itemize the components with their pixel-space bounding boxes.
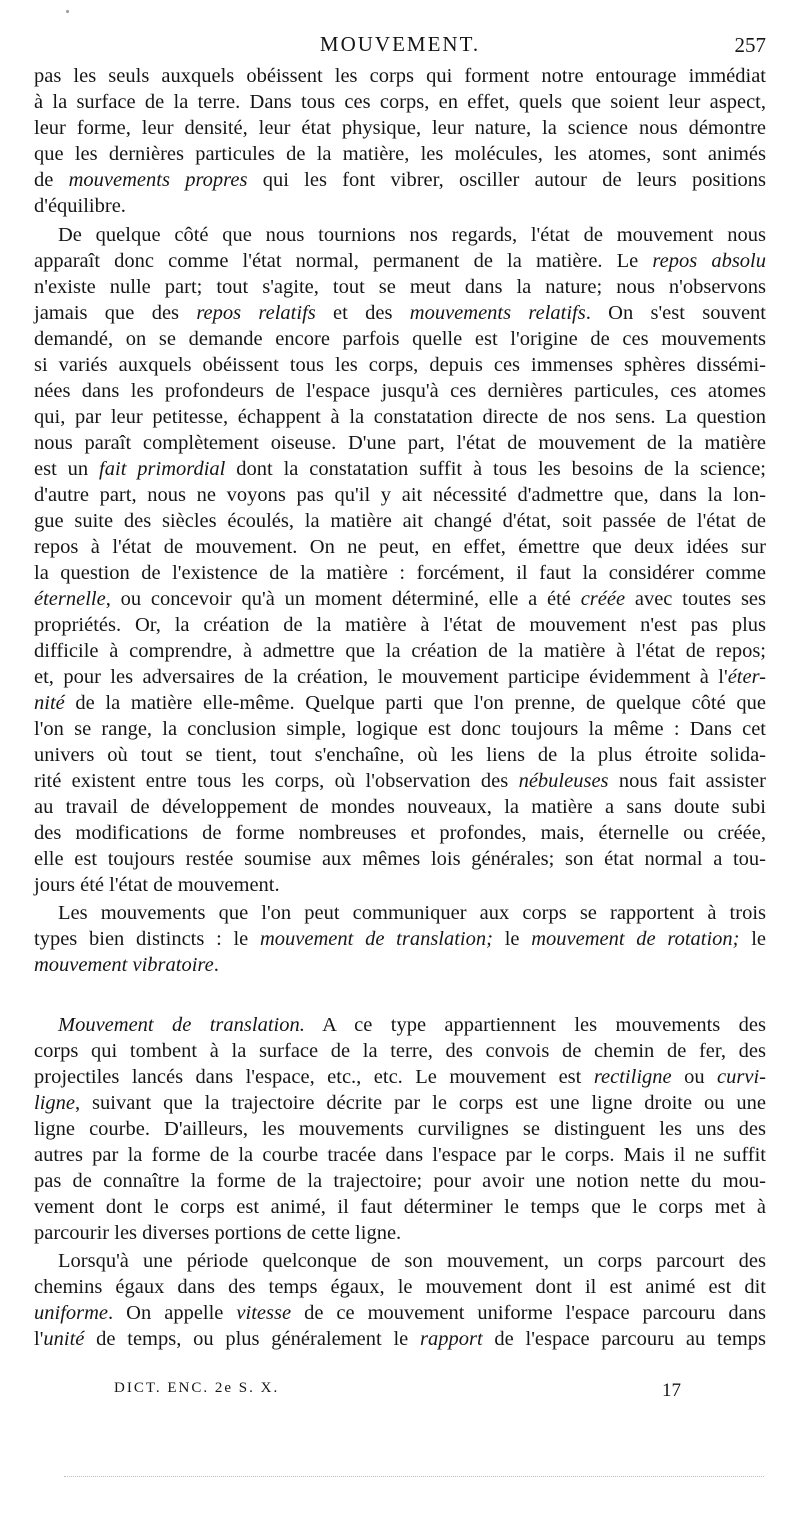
italic-term: mouvements relatifs <box>409 302 586 324</box>
text-line: si variés auxquels obéissent tous les corps, depuis ces immenses sphères dissémi- <box>34 354 766 376</box>
italic-term: mouvement de rotation; <box>531 928 740 950</box>
text-line: d'autre part, nous ne voyons pas qu'il y ait nécessité d'admettre que, dans la lon- <box>34 484 766 506</box>
text-segment: , ou concevoir qu'à un moment déterminé, elle a été <box>105 588 581 610</box>
italic-term: rectiligne <box>593 1066 672 1088</box>
text-segment: de temps, ou plus généralement le <box>84 1328 421 1350</box>
text-line <box>34 1300 766 1327</box>
text-line: que les dernières particules de la matière, les molécules, les atomes, sont animés <box>34 143 766 165</box>
italic-term: repos absolu <box>652 250 766 272</box>
text-segment: jamais que des <box>34 302 197 324</box>
text-line <box>34 456 766 483</box>
text-line: ligne courbe. D'ailleurs, les mouvements curvilignes se distinguent les uns des <box>34 1118 766 1140</box>
italic-term: mouvement vibratoire <box>34 954 214 976</box>
text-segment: rité existent entre tous les corps, où l'observation des <box>34 770 519 792</box>
text-line <box>34 300 766 327</box>
italic-term: éternelle <box>34 588 106 610</box>
text-segment: et des <box>315 302 410 324</box>
text-line: Lorsqu'à une période quelconque de son mouvement, un corps parcourt des <box>58 1250 766 1272</box>
italic-term: Mouvement de translation. <box>58 1014 305 1036</box>
text-line <box>34 1326 766 1353</box>
page-header <box>34 32 766 60</box>
text-line <box>34 248 766 275</box>
sheet-number: 17 <box>662 1380 681 1401</box>
text-line: Les mouvements que l'on peut communiquer aux corps se rapportent à trois <box>58 902 766 924</box>
text-line: nous paraît complètement oiseuse. D'une part, l'état de mouvement de la matière <box>34 432 766 454</box>
text-line: des modifications de forme nombreuses et profondes, mais, éternelle ou créée, <box>34 822 766 844</box>
page-number: 257 <box>734 33 766 57</box>
text-line: parcourir les diverses portions de cette ligne. <box>34 1222 402 1244</box>
text-line: nées dans les profondeurs de l'espace jusqu'à ces dernières particules, ces atomes <box>34 380 766 402</box>
text-line: leur forme, leur densité, leur état physique, leur nature, la science nous démontre <box>34 117 766 139</box>
text-line: au travail de développement de mondes nouveaux, la matière a sans doute subi <box>34 796 766 818</box>
text-line: elle est toujours restée soumise aux mêmes lois générales; son état normal a tou- <box>34 848 766 870</box>
text-segment: de l'espace parcouru au temps <box>482 1328 766 1350</box>
text-line: autres par la forme de la courbe tracée dans l'espace par le corps. Mais il ne suffit <box>34 1144 766 1166</box>
text-segment: est un <box>34 458 100 480</box>
text-segment: le <box>492 928 532 950</box>
text-segment: nous fait assister <box>608 770 766 792</box>
text-line: n'existe nulle part; tout s'agite, tout se meut dans la nature; nous n'observons <box>34 276 766 298</box>
italic-term: fait primordial <box>99 458 226 480</box>
text-segment: apparaît donc comme l'état normal, permanent de la matière. Le <box>34 250 653 272</box>
italic-term: unité <box>43 1328 85 1350</box>
text-line: repos à l'état de mouvement. On ne peut, en effet, émettre que deux idées sur <box>34 536 766 558</box>
text-segment: A ce type appartiennent les mouvements des <box>304 1014 766 1036</box>
italic-term: nité <box>34 692 65 714</box>
text-line <box>34 586 766 613</box>
text-segment: de la matière elle-même. Quelque parti que l'on prenne, de quelque côté que <box>64 692 766 714</box>
text-line: la question de l'existence de la matière : forcément, il faut la considérer comme <box>34 562 766 584</box>
text-line: l'on se range, la conclusion simple, logique est donc toujours la même : Dans cet <box>34 718 766 740</box>
text-segment: avec toutes ses <box>625 588 766 610</box>
text-segment: et, pour les adversaires de la création, le mouvement participe évidemment à l' <box>34 666 728 688</box>
italic-term: curvi- <box>717 1066 766 1088</box>
printer-signature: DICT. ENC. 2e S. X. <box>114 1380 280 1396</box>
text-line <box>34 926 766 953</box>
italic-term: créée <box>580 588 626 610</box>
text-line: corps qui tombent à la surface de la terre, des convois de chemin de fer, des <box>34 1040 766 1062</box>
text-line: pas les seuls auxquels obéissent les corps qui forment notre entourage immédiat <box>34 65 766 87</box>
text-line: difficile à comprendre, à admettre que la création de la matière à l'état de repos; <box>34 640 766 662</box>
text-segment: le <box>739 928 767 950</box>
text-segment: de <box>34 169 69 191</box>
italic-term: ligne <box>34 1092 75 1114</box>
text-line: De quelque côté que nous tournions nos regards, l'état de mouvement nous <box>58 224 766 246</box>
text-segment: dont la constatation suffit à tous les besoins de la science; <box>225 458 766 480</box>
text-line <box>58 1012 766 1039</box>
italic-term: rapport <box>420 1328 483 1350</box>
text-segment: . <box>213 954 219 976</box>
running-title: MOUVEMENT. <box>319 32 481 56</box>
text-segment: projectiles lancés dans l'espace, etc., etc. Le mouvement est <box>34 1066 594 1088</box>
text-line <box>34 768 766 795</box>
text-line <box>34 167 766 194</box>
text-line <box>34 952 766 979</box>
text-line: à la surface de la terre. Dans tous ces corps, en effet, quels que soient leur aspect, <box>34 91 766 113</box>
italic-term: uniforme <box>34 1302 109 1324</box>
text-line <box>34 1090 766 1117</box>
text-line: d'équilibre. <box>34 195 126 217</box>
italic-term: mouvements propres <box>68 169 248 191</box>
text-line: qui, par leur petitesse, échappent à la constatation directe de nos sens. La question <box>34 406 766 428</box>
text-line: chemins égaux dans des temps égaux, le mouvement dont il est animé est dit <box>34 1276 766 1298</box>
text-segment: de ce mouvement uniforme l'espace parcouru dans <box>291 1302 766 1324</box>
text-line: vement dont le corps est animé, il faut déterminer le temps que le corps met à <box>34 1196 766 1218</box>
text-line: pas de connaître la forme de la trajectoire; pour avoir une notion nette du mou- <box>34 1170 766 1192</box>
italic-term: éter- <box>727 666 766 688</box>
text-line <box>34 1064 766 1091</box>
italic-term: nébuleuses <box>518 770 609 792</box>
bottom-rule <box>64 1476 764 1477</box>
italic-term: repos relatifs <box>196 302 316 324</box>
text-line: univers où tout se tient, tout s'enchaîne, où les liens de la plus étroite solida- <box>34 744 766 766</box>
text-segment: . On s'est souvent <box>585 302 766 324</box>
italic-term: mouvement de translation; <box>260 928 493 950</box>
scan-speck <box>66 10 69 13</box>
text-line <box>34 690 766 717</box>
text-line: gue suite des siècles écoulés, la matière ait changé d'état, soit passée de l'état de <box>34 510 766 532</box>
text-segment: , suivant que la trajectoire décrite par le corps est une ligne droite ou une <box>75 1092 766 1114</box>
text-segment: qui les font vibrer, osciller autour de leurs positions <box>247 169 766 191</box>
text-segment: l' <box>34 1328 44 1350</box>
text-segment: . On appelle <box>108 1302 237 1324</box>
text-line <box>34 664 766 691</box>
text-segment: types bien distincts : le <box>34 928 260 950</box>
text-line: demandé, on se demande encore parfois quelle est l'origine de ces mouvements <box>34 328 766 350</box>
text-line: jours été l'état de mouvement. <box>34 874 280 896</box>
italic-term: vitesse <box>236 1302 292 1324</box>
text-line: propriétés. Or, la création de la matière à l'état de mouvement n'est pas plus <box>34 614 766 636</box>
page-footer <box>34 1380 766 1406</box>
text-segment: ou <box>671 1066 718 1088</box>
